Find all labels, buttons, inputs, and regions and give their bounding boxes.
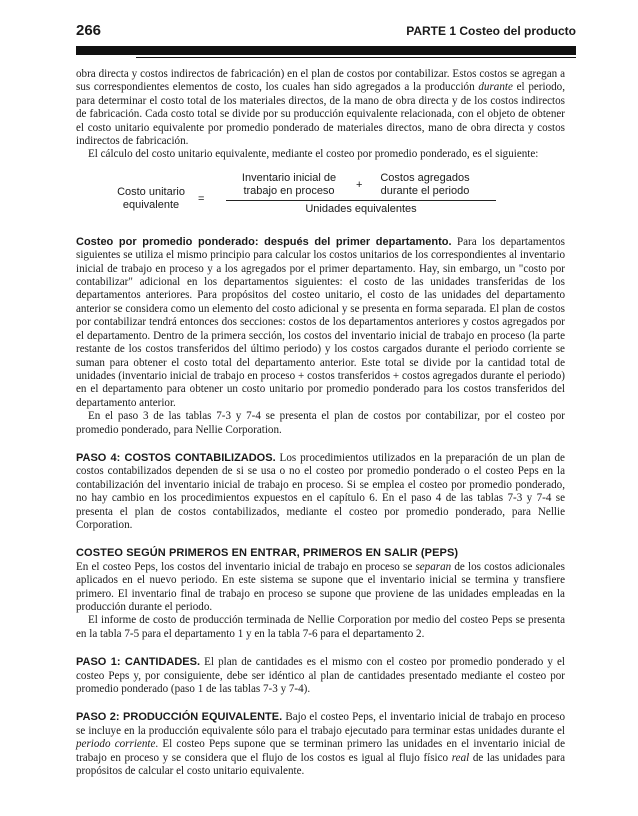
section-step2-equivalent-production: PASO 2: PRODUCCIÓN EQUIVALENTE. Bajo el costeo Peps, el inventario inicial de trabajo en proceso se incluye en la producción equivalente sólo para el trabajo ejecutado para terminar estas unidades durante el periodo corriente. El costeo Peps supone que se terminan primero las unidades en el inventario inicial de trabajo en proceso y se considera que el flujo de los costos es igual al flujo físico real de las unidades para propósitos de calcular el costo unitario equivalente. [76,711,565,778]
page-header [76,20,576,42]
formula-numerator-2: Costos agregados durante el periodo [380,171,470,197]
header-rule-thick [76,46,576,55]
section-weighted-average-after-first: Costeo por promedio ponderado: después del primer departamento. Para los departamentos siguientes se utiliza el mismo principio para calcular los costos unitarios de los correspondientes al inventario inicial de trabajo en proceso y a los agregados por el primer departamento. Hay, sin embargo, un "costo por contabilizar" adicional en los departamentos siguientes: el costo de las unidades transferidas de los departamentos anteriores. Para propósitos del costeo unitario, el costo de las unidades del departamento anterior se considera como un elemento del costo adicional y se presenta en forma separada. El plan de costos por contabilizar tendrá entonces dos secciones: costos de los departamentos anteriores y costos agregados por el departamento. Dentro de la primera sección, los costos del inventario inicial de trabajo en proceso (la parte restante de los costos transferidos del último periodo) y los costos cargados durante el periodo corriente se suman para obtener el costo total del departamento anterior. Este total se divide por la cantidad total de unidades (inventario inicial de trabajo en proceso + costos transferidos + costos agregados durante el periodo) en el departamento para obtener un costo unitario por promedio ponderado para los costos transferidos del departamento anterior. [76,235,565,409]
section-heading: PASO 1: CANTIDADES. [76,656,201,669]
equivalent-unit-cost-formula [76,172,565,224]
section-title-fifo: COSTEO SEGÚN PRIMEROS EN ENTRAR, PRIMEROS EN SALIR (PEPS) [76,547,459,560]
running-head: PARTE 1 Costeo del producto [406,24,576,38]
section-step1-quantities: PASO 1: CANTIDADES. El plan de cantidades es el mismo con el costeo por promedio ponderado y el costeo Peps y, por consiguiente, debe ser idéntico al plan de cantidades presentado mediante el costeo por promedio ponderado (paso 1 de las tablas 7-3 y 7-4). [76,656,566,696]
formula-plus: + [356,178,363,191]
formula-denominator: Unidades equivalentes [305,202,417,215]
header-rule-thin [136,57,576,58]
section-heading: PASO 2: PRODUCCIÓN EQUIVALENTE. [76,711,283,724]
formula-equals: = [198,192,205,205]
page-number: 266 [76,22,102,39]
paragraph-intro: obra directa y costos indirectos de fabricación) en el plan de costos por contabilizar. Estos costos se agregan a sus correspondientes elementos de costo, los cuales han sido agregados a la producción durante el periodo, para determinar el costo total de los materiales directos, de la mano de obra directa y de los costos indirectos de fabricación. Cada costo total se divide por su producción equivalente relacionada, con el objeto de obtener el costo unitario equivalente por promedio ponderado de materiales directos, mano de obra directa y costos indirectos de fabricación. [76,68,565,148]
fraction-bar [226,200,496,201]
paragraph-formula-intro: El cálculo del costo unitario equivalente, mediante el costeo por promedio ponderado, es el siguiente: [88,148,539,161]
paragraph-fifo-report: El informe de costo de producción terminada de Nellie Corporation por medio del costeo Peps se presenta en la tabla 7-5 para el departamento 1 y en la tabla 7-6 para el departamento 2. [76,614,565,640]
formula-left-term: Costo unitario equivalente [117,185,185,211]
section-heading: Costeo por promedio ponderado: después del primer departamento. [76,235,452,248]
paragraph-step3-reference: En el paso 3 de las tablas 7-3 y 7-4 se presenta el plan de costos por contabilizar, por el costeo por promedio ponderado, para Nellie Corporation. [76,410,565,436]
formula-numerator-1: Inventario inicial de trabajo en proceso [241,171,337,197]
section-step4-costs-accounted: PASO 4: COSTOS CONTABILIZADOS. Los procedimientos utilizados en la preparación de un plan de costos contabilizados dependen de si se usa o no el costeo por promedio ponderado o el costeo Peps en la contabilización del inventario inicial de trabajo en proceso. Si se emplea el costeo por promedio ponderado, no hay cambio en los procedimientos expuestos en el capítulo 6. En el paso 4 de las tablas 7-3 y 7-4 se presenta el plan de costos contabilizados, mediante el costeo por promedio ponderado, para Nellie Corporation. [76,451,565,531]
paragraph-fifo-intro: En el costeo Peps, los costos del inventario inicial de trabajo en proceso se separan de los costos adicionales aplicados en el nuevo periodo. En este sistema se supone que el inventario inicial se termina y transfiere primero. El inventario final de trabajo en proceso se supone que proviene de las unidades empleadas en la producción durante el periodo. [76,560,565,613]
page-body [76,68,565,778]
section-heading: PASO 4: COSTOS CONTABILIZADOS. [76,451,276,464]
